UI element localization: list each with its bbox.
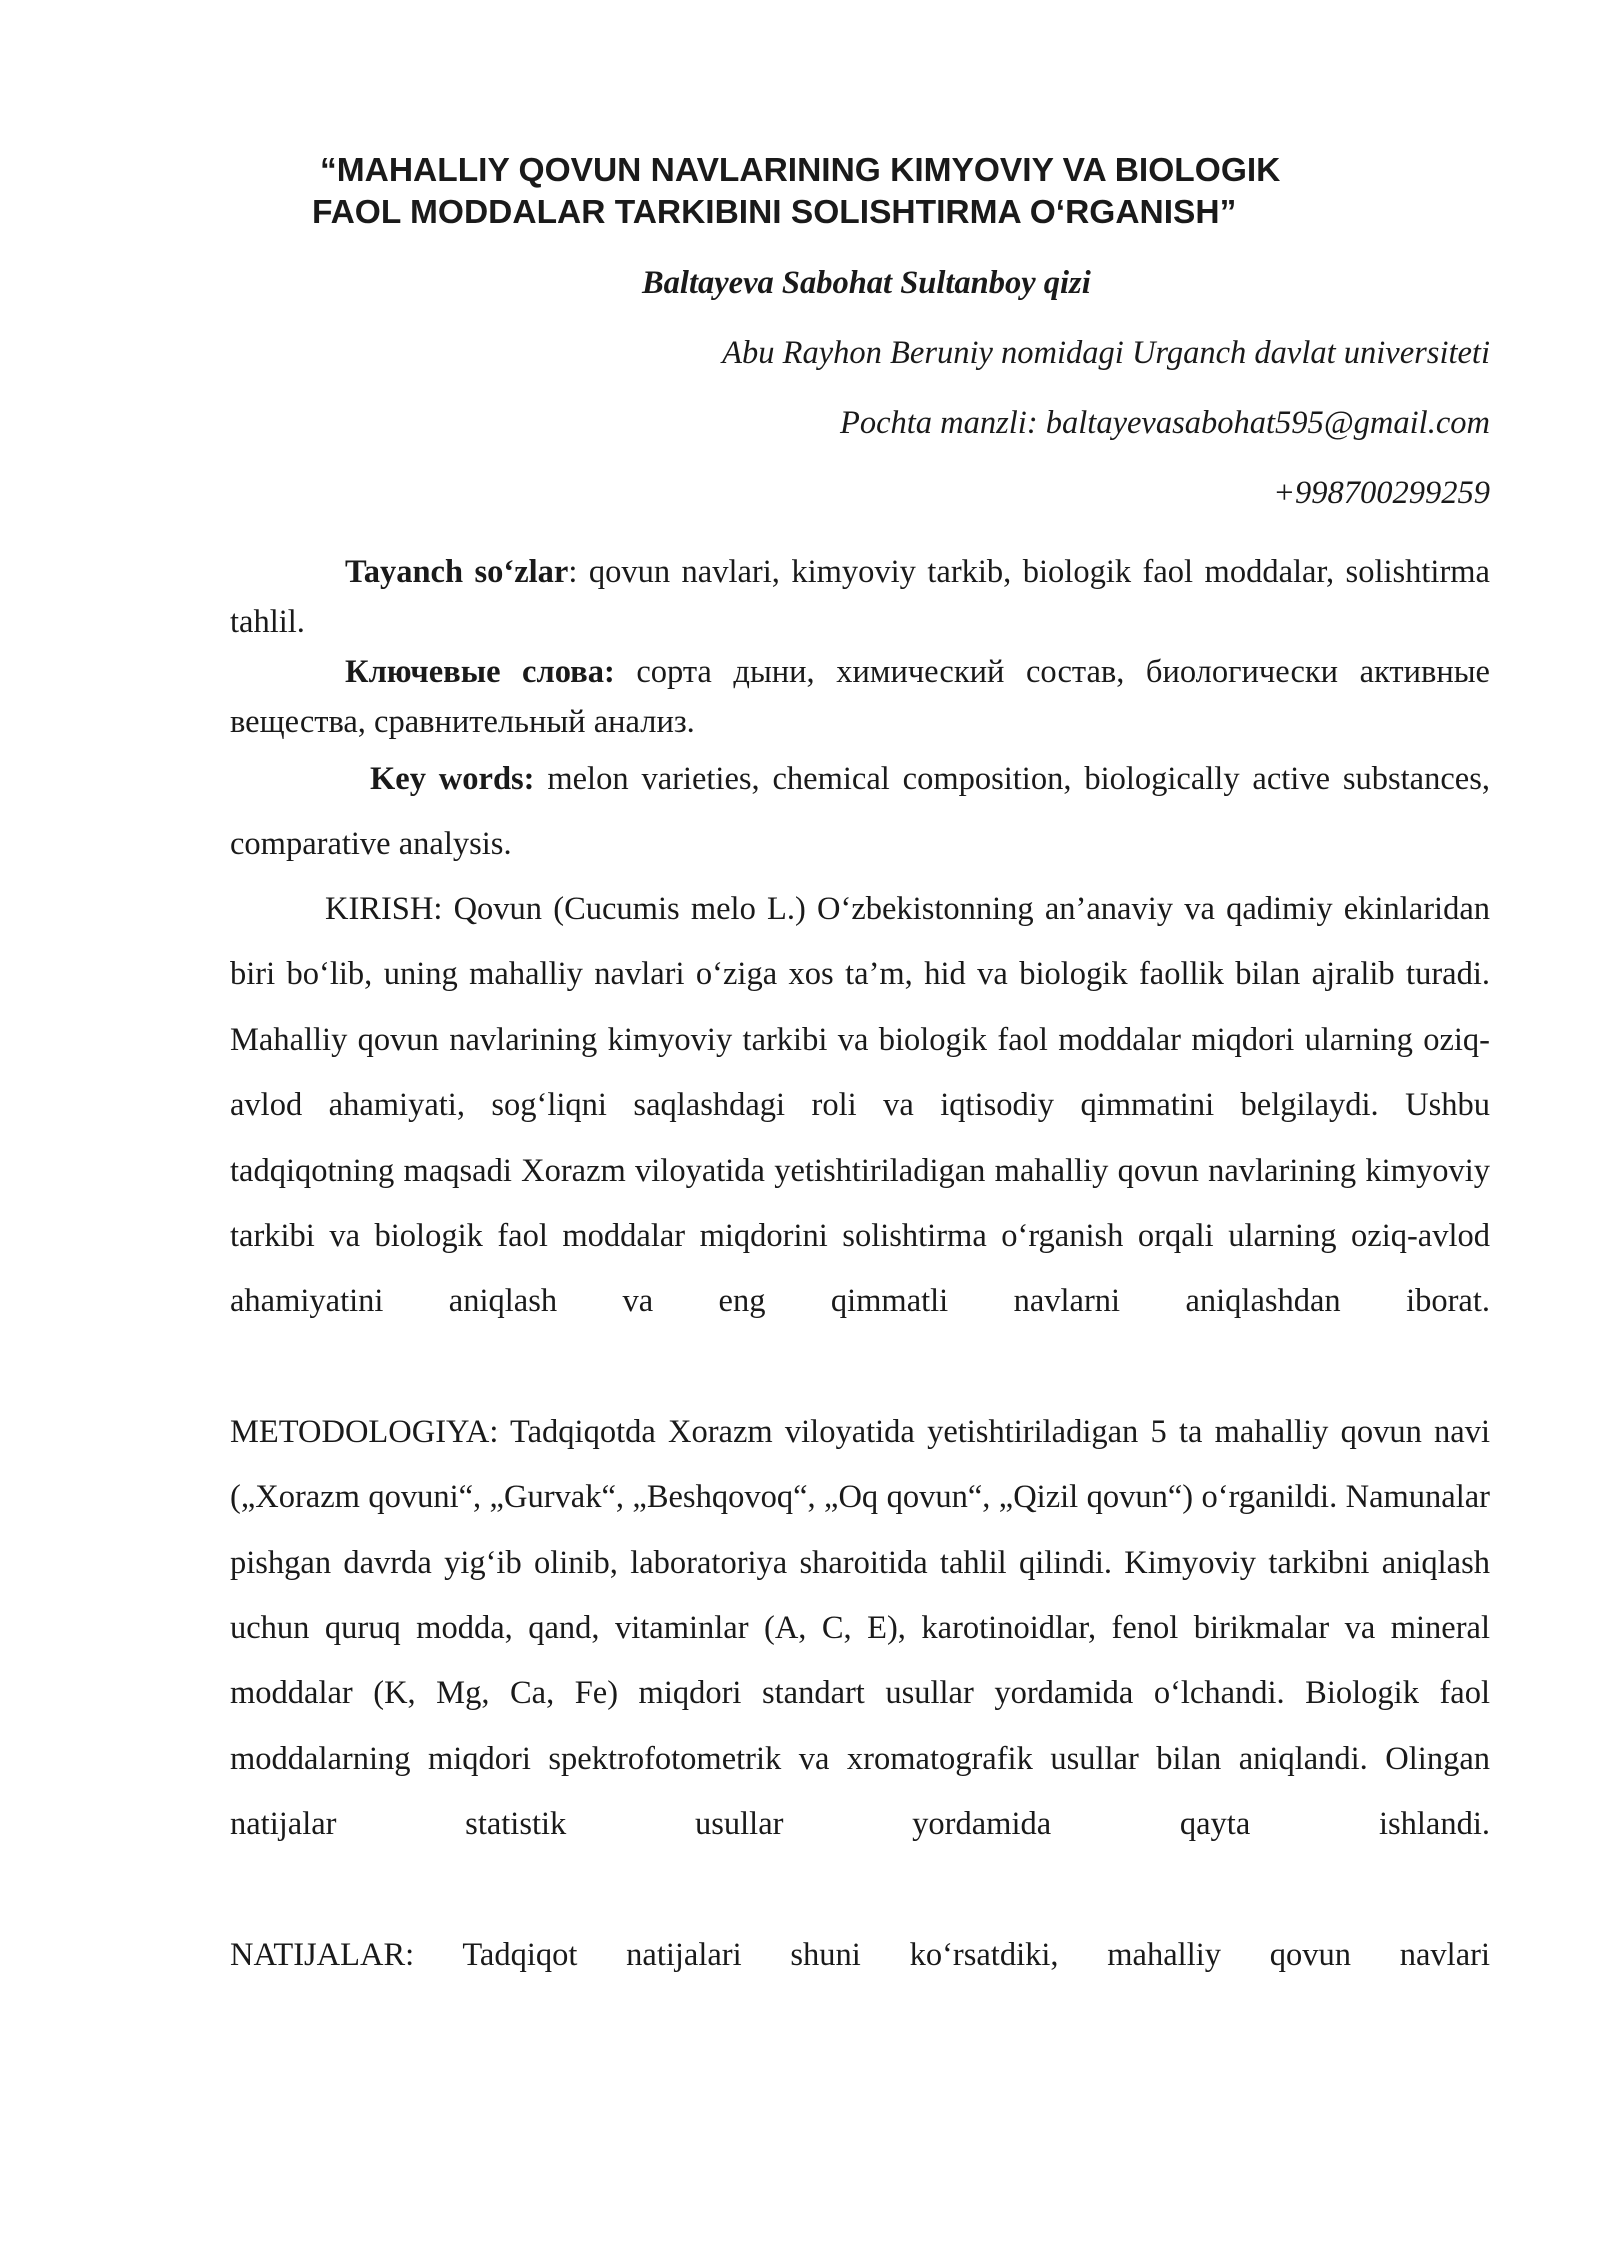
keywords-russian-label: Ключевые слова:: [345, 654, 615, 690]
paper-title: [312, 150, 1490, 234]
paper-title-line-2: FAOL MODDALAR TARKIBINI SOLISHTIRMA O‘RGANISH”: [312, 194, 1237, 231]
section-introduction: KIRISH: Qovun (Cucumis melo L.) O‘zbekistonning an’anaviy va qadimiy ekinlaridan biri bo‘lib, uning mahalliy navlari o‘ziga xos ta’m, hid va biologik faollik bilan ajralib turadi. Mahalliy qovun navlarining kimyoviy tarkibi va biologik faol moddalar miqdori ularning oziq-avlod ahamiyati, sog‘liqni saqlashdagi roli va iqtisodiy qimmatini belgilaydi. Ushbu tadqiqotning maqsadi Xorazm viloyatida yetishtiriladigan mahalliy qovun navlarining kimyoviy tarkibi va biologik faol moddalar miqdorini solishtirma o‘rganish orqali ularning oziq-avlod ahamiyatini aniqlash va eng qimmatli navlarni aniqlashdan iborat.: [230, 891, 1490, 1320]
author-affiliation: Abu Rayhon Beruniy nomidagi Urganch davlat universiteti: [722, 335, 1490, 371]
keywords-uzbek-text: : qovun navlari, kimyoviy tarkib, biologik faol moddalar, solishtirma tahlil.: [230, 554, 1490, 640]
keywords-english: [230, 747, 1490, 877]
keywords-uzbek: [230, 547, 1490, 647]
keywords-russian: [230, 647, 1490, 747]
author-phone: +998700299259: [1273, 475, 1490, 511]
section-results: NATIJALAR: Tadqiqot natijalari shuni ko‘rsatdiki, mahalliy qovun navlari: [230, 1936, 1490, 1973]
keywords-uzbek-label: Tayanch so‘zlar: [345, 554, 569, 590]
paper-title-line-1: “MAHALLIY QOVUN NAVLARINING KIMYOVIY VA BIOLOGIK: [320, 152, 1281, 189]
author-email: Pochta manzli: baltayevasabohat595@gmail.com: [839, 405, 1490, 441]
keywords-english-label: Key words:: [370, 761, 535, 797]
keywords-english-text: melon varieties, chemical composition, biologically active substances, comparative analysis.: [230, 761, 1490, 862]
paper-page: [230, 150, 1490, 1988]
section-methodology: METODOLOGIYA: Tadqiqotda Xorazm viloyatida yetishtiriladigan 5 ta mahalliy qovun navi („Xorazm qovuni“, „Gurvak“, „Beshqovoq“, „Oq qovun“, „Qizil qovun“) o‘rganildi. Namunalar pishgan davrda yig‘ib olinib, laboratoriya sharoitida tahlil qilindi. Kimyoviy tarkibni aniqlash uchun quruq modda, qand, vitaminlar (A, C, E), karotinoidlar, fenol birikmalar va mineral moddalar (K, Mg, Ca, Fe) miqdori standart usullar yordamida o‘lchandi. Biologik faol moddalarning miqdori spektrofotometrik va xromatografik usullar bilan aniqlandi. Olingan natijalar statistik usullar yordamida qayta ishlandi.: [230, 1413, 1490, 1843]
keywords-russian-text: сорта дыни, химический состав, биологически активные вещества, сравнительный анализ.: [230, 654, 1490, 740]
author-name: Baltayeva Sabohat Sultanboy qizi: [642, 265, 1091, 301]
